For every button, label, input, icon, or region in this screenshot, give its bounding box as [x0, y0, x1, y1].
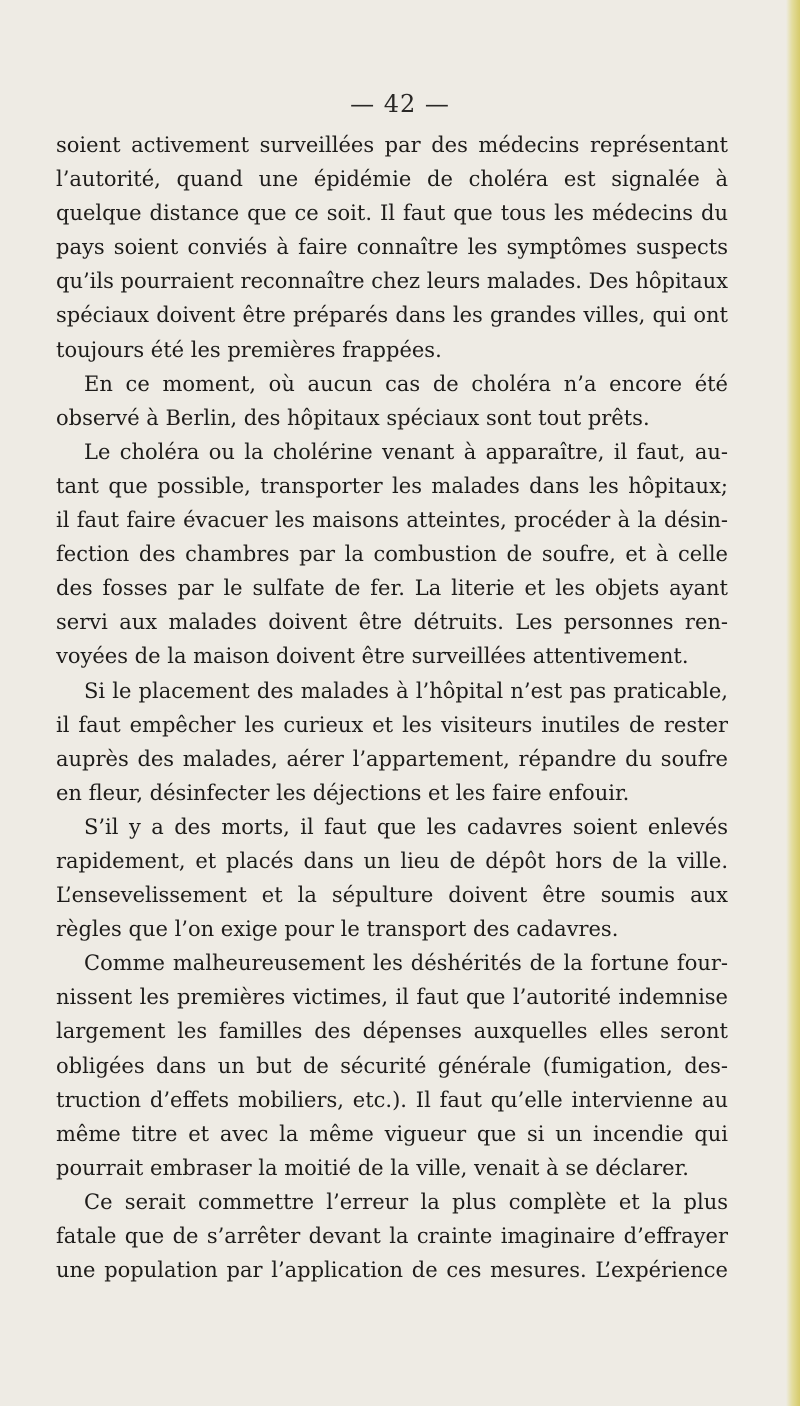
- paragraph: [56, 1185, 728, 1287]
- text-line: qu’ils pourraient reconnaître chez leurs malades. Des hôpitaux: [56, 269, 728, 294]
- text-line: S’il y a des morts, il faut que les cadavres soient enlevés: [84, 814, 728, 839]
- body-text: [56, 128, 728, 1287]
- text-line: Comme malheureusement les déshérités de la fortune four-: [84, 951, 728, 976]
- text-line: l’autorité, quand une épidémie de choléra est signalée à: [56, 167, 728, 192]
- text-line: tant que possible, transporter les malades dans les hôpitaux;: [56, 473, 728, 498]
- text-line: il faut faire évacuer les maisons atteintes, procéder à la désin-: [56, 508, 728, 533]
- text-line: des fosses par le sulfate de fer. La literie et les objets ayant: [56, 576, 728, 601]
- text-line: pays soient conviés à faire connaître les symptômes suspects: [56, 235, 728, 260]
- text-line: même titre et avec la même vigueur que si un incendie qui: [56, 1121, 728, 1146]
- text-line: Si le placement des malades à l’hôpital n’est pas praticable,: [84, 678, 728, 703]
- text-line: fatale que de s’arrêter devant la crainte imaginaire d’effrayer: [56, 1224, 728, 1248]
- text-line: quelque distance que ce soit. Il faut que tous les médecins du: [56, 201, 728, 226]
- text-line: règles que l’on exige pour le transport des cadavres.: [56, 917, 619, 942]
- text-line: Ce serait commettre l’erreur la plus complète et la plus: [84, 1189, 728, 1214]
- page-edge: [786, 0, 800, 1406]
- text-line: obligées dans un but de sécurité générale (fumigation, des-: [56, 1053, 728, 1078]
- text-line: une population par l’application de ces mesures. L’expérience: [56, 1258, 728, 1283]
- paragraph: [56, 810, 728, 946]
- text-line: L’ensevelissement et la sépulture doivent être soumis aux: [56, 883, 728, 908]
- text-line: Le choléra ou la cholérine venant à apparaître, il faut, au-: [84, 439, 728, 464]
- text-line: servi aux malades doivent être détruits. Les personnes ren-: [56, 610, 728, 635]
- paragraph: [56, 128, 728, 367]
- text-line: spéciaux doivent être préparés dans les grandes villes, qui ont: [56, 303, 728, 328]
- text-line: en fleur, désinfecter les déjections et les faire enfouir.: [56, 780, 630, 805]
- text-line: pourrait embraser la moitié de la ville, venait à se déclarer.: [56, 1155, 689, 1180]
- text-line: il faut empêcher les curieux et les visiteurs inutiles de rester: [56, 712, 728, 737]
- paragraph: [56, 946, 728, 1185]
- text-line: voyées de la maison doivent être surveillées attentivement.: [56, 644, 689, 669]
- text-line: soient activement surveillées par des médecins représentant: [56, 133, 728, 157]
- text-line: auprès des malades, aérer l’appartement, répandre du soufre: [56, 746, 728, 771]
- text-line: observé à Berlin, des hôpitaux spéciaux sont tout prêts.: [56, 405, 650, 430]
- text-line: rapidement, et placés dans un lieu de dépôt hors de la ville.: [56, 848, 728, 873]
- paragraph: [56, 674, 728, 810]
- text-line: largement les familles des dépenses auxquelles elles seront: [56, 1019, 728, 1044]
- page-number: — 42 —: [350, 90, 450, 118]
- text-line: fection des chambres par la combustion de soufre, et à celle: [56, 542, 728, 567]
- text-line: En ce moment, où aucun cas de choléra n’a encore été: [84, 371, 728, 396]
- text-line: toujours été les premières frappées.: [56, 337, 442, 362]
- paragraph: [56, 435, 728, 674]
- paragraph: [56, 367, 728, 435]
- text-line: nissent les premières victimes, il faut que l’autorité indemnise: [56, 985, 728, 1010]
- text-line: truction d’effets mobiliers, etc.). Il faut qu’elle intervienne au: [56, 1087, 728, 1112]
